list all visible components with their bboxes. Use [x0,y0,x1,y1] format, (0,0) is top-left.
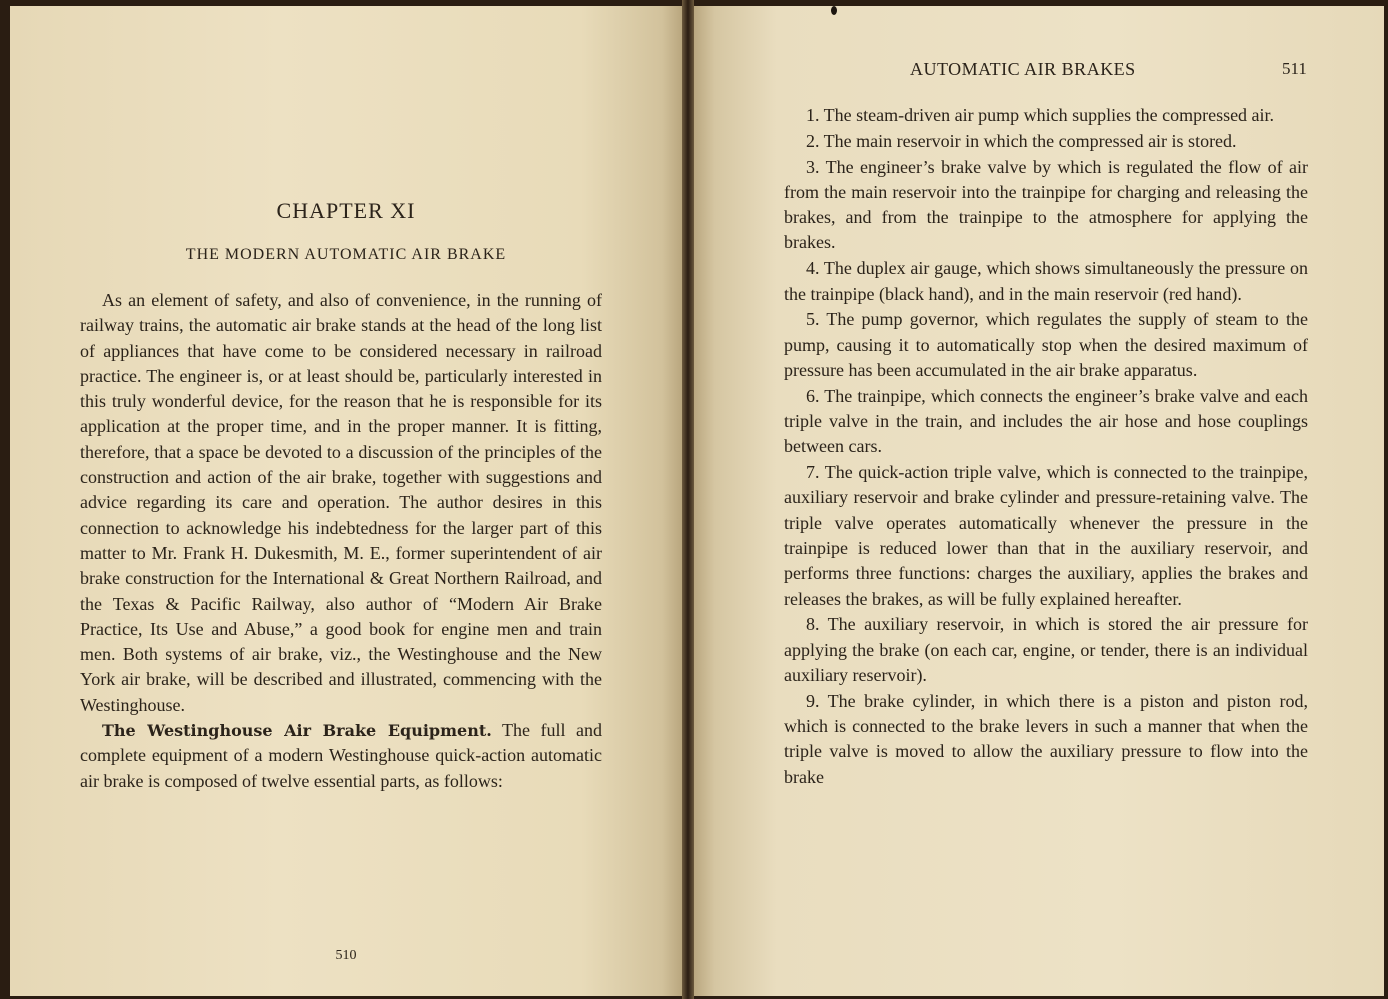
item-text: The brake cylinder, in which there is a piston and piston rod, which is connected to the brake levers in such a manner that when the triple valve is moved to allow the auxiliary pressure to flow into the brake [784,690,1308,787]
right-page [694,6,1384,996]
item-number: 7. [806,462,820,483]
list-item [784,384,1308,460]
item-text: The trainpipe, which connects the engineer’s brake valve and each triple valve in the train, and includes the air hose and hose couplings between cars. [784,385,1308,457]
chapter-title: CHAPTER XI [276,198,416,223]
equipment-text: The full and complete equipment of a modern Westinghouse quick-action automatic air brake is composed of twelve essential parts, as follows: [80,720,602,791]
parts-list [784,103,1308,790]
list-item [784,155,1308,256]
list-item [784,689,1308,790]
list-item [784,103,1308,128]
list-item [784,129,1308,154]
left-page-number: 510 [335,948,357,963]
item-text: The steam-driven air pump which supplies the compressed air. [819,105,1275,125]
item-number: 9. [806,690,820,711]
intro-paragraph: As an element of safety, and also of convenience, in the running of railway trains, the automatic air brake stands at the head of the long list of appliances that have come to be considered necessary in railroad practice. The engineer is, or at least should be, particularly interested in this truly wonderful device, for the reason that he is responsible for its application at the proper time, and in the proper manner. It is fitting, therefore, that a space be devoted to a discussion of the principles of the construction and action of the air brake, together with suggestions and advice regarding its care and operation. The author desires in this connection to acknowledge his indebtedness for the larger part of this matter to Mr. Frank H. Dukesmith, M. E., former superintendent of air brake construction for the International & Great Northern Railroad, and the Texas & Pacific Railway, also author of “Modern Air Brake Practice, Its Use and Abuse,” a good book for engine men and train men. Both systems of air brake, viz., the Westinghouse and the New York air brake, will be described and illustrated, commencing with the Westinghouse. [80,290,602,715]
item-text: The duplex air gauge, which shows simultaneously the pressure on the trainpipe (black hand), and in the main reservoir (red hand). [784,258,1308,304]
item-number: 4. [806,258,820,279]
ink-spot [831,6,837,15]
left-page [10,6,682,996]
list-item [784,307,1308,383]
running-head: AUTOMATIC AIR BRAKES [910,59,1136,79]
item-number: 8. [806,614,820,635]
item-text: The engineer’s brake valve by which is regulated the flow of air from the main reservoir into the trainpipe for charging and releasing the brakes, and from the trainpipe to the atmosphere for applying the brakes. [784,156,1308,253]
equipment-paragraph [80,718,602,794]
item-text: The main reservoir in which the compressed air is stored. [819,130,1237,151]
list-item [784,460,1308,612]
equipment-heading: The Westinghouse Air Brake Equipment. [102,721,492,741]
item-number: 6. [806,385,820,406]
item-number: 3. [806,156,820,177]
list-item [784,256,1308,307]
item-number: 5. [806,309,820,330]
list-item [784,612,1308,688]
right-page-number: 511 [1282,59,1307,78]
item-text: The pump governor, which regulates the supply of steam to the pump, causing it to automatically stop when the desired maximum of pressure has been accumulated in the air brake apparatus. [784,309,1308,380]
item-number: 1. [806,105,820,125]
item-number: 2. [806,130,820,151]
chapter-subtitle: THE MODERN AUTOMATIC AIR BRAKE [185,246,507,263]
left-body-text [80,288,602,794]
item-text: The auxiliary reservoir, in which is stored the air pressure for applying the brake (on each car, engine, or tender, there is an individual auxiliary reservoir). [784,614,1308,686]
item-text: The quick-action triple valve, which is connected to the trainpipe, auxiliary reservoir and brake cylinder and pressure-retaining valve. The triple valve operates automatically whenever the pressure in the trainpipe is reduced lower than that in the auxiliary reservoir, and performs three functions: charges the auxiliary, applies the brakes and releases the brakes, as will be fully explained hereafter. [784,462,1308,609]
book-gutter [682,0,694,999]
